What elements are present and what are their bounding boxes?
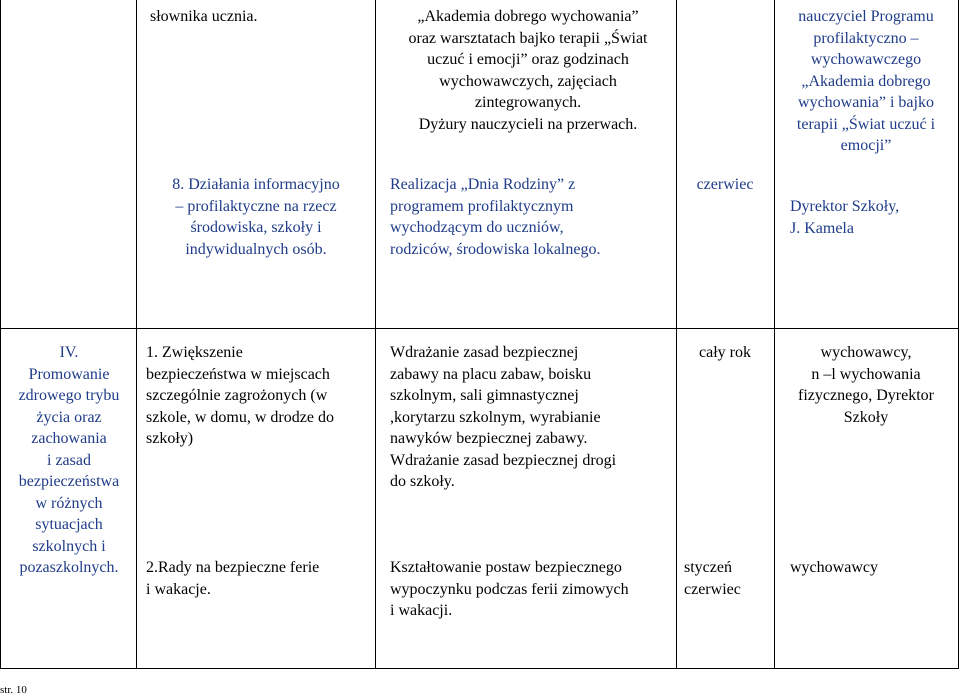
row3-task-2-text: 2.Rady na bezpieczne ferie i wakacje. bbox=[146, 559, 320, 598]
row3-activity-2-text: Kształtowanie postaw bezpiecznego wypoczynku podczas ferii zimowych i wakacji. bbox=[390, 559, 629, 619]
row2-activity-text: Realizacja „Dnia Rodziny” z programem profilaktycznym wychodzącym do uczniów, rodziców, środowiska lokalnego. bbox=[390, 176, 601, 258]
row-separator bbox=[0, 328, 959, 329]
row3-date-2-text: styczeń czerwiec bbox=[684, 559, 741, 598]
row3-responsible-2-text: wychowawcy bbox=[790, 559, 878, 576]
row3-task-1-text: 1. Zwiększenie bezpieczeństwa w miejscach szczególnie zagrożonych (w szkole, w domu, w drodze do szkoły) bbox=[146, 344, 334, 447]
table-bottom-border bbox=[0, 668, 959, 669]
table-border-left bbox=[0, 0, 1, 669]
row2-responsible-text: Dyrektor Szkoły, J. Kamela bbox=[790, 198, 900, 237]
page-number: str. 10 bbox=[0, 684, 27, 696]
table-divider-1 bbox=[136, 0, 137, 669]
row1-col-c-text: „Akademia dobrego wychowania” oraz warsztatach bajko terapii „Świat uczuć i emocji” oraz godzinach wychowawczych, zajęciach zintegrowanych. Dyżury nauczycieli na przerwach. bbox=[408, 8, 648, 133]
row2-date-text: czerwiec bbox=[696, 176, 754, 193]
row1-col-a-text: słownika ucznia. bbox=[150, 8, 258, 25]
table-border-right bbox=[958, 0, 959, 669]
row1-col-e-text: nauczyciel Programu profilaktyczno – wychowawczego „Akademia dobrego wychowania” i bajko terapii „Świat uczuć i emocji” bbox=[796, 8, 936, 154]
table-divider-2 bbox=[375, 0, 376, 669]
row2-task-text: 8. Działania informacyjno – profilaktyczne na rzecz środowiska, szkoły i indywidualnych osób. bbox=[172, 176, 340, 258]
row3-goal-text: IV. Promowanie zdrowego trybu życia oraz zachowania i zasad bezpieczeństwa w różnych sytuacjach szkolnych i pozaszkolnych. bbox=[18, 344, 120, 576]
table-divider-4 bbox=[774, 0, 775, 669]
row3-responsible-1-text: wychowawcy, n –l wychowania fizycznego, Dyrektor Szkoły bbox=[798, 344, 934, 426]
row3-activity-1-text: Wdrażanie zasad bezpiecznej zabawy na placu zabaw, boisku szkolnym, sali gimnastycznej ,korytarzu szkolnym, wyrabianie nawyków bezpiecznej zabawy. Wdrażanie zasad bezpiecznej drogi do szkoły. bbox=[390, 344, 617, 490]
row3-date-1-text: cały rok bbox=[699, 344, 751, 361]
